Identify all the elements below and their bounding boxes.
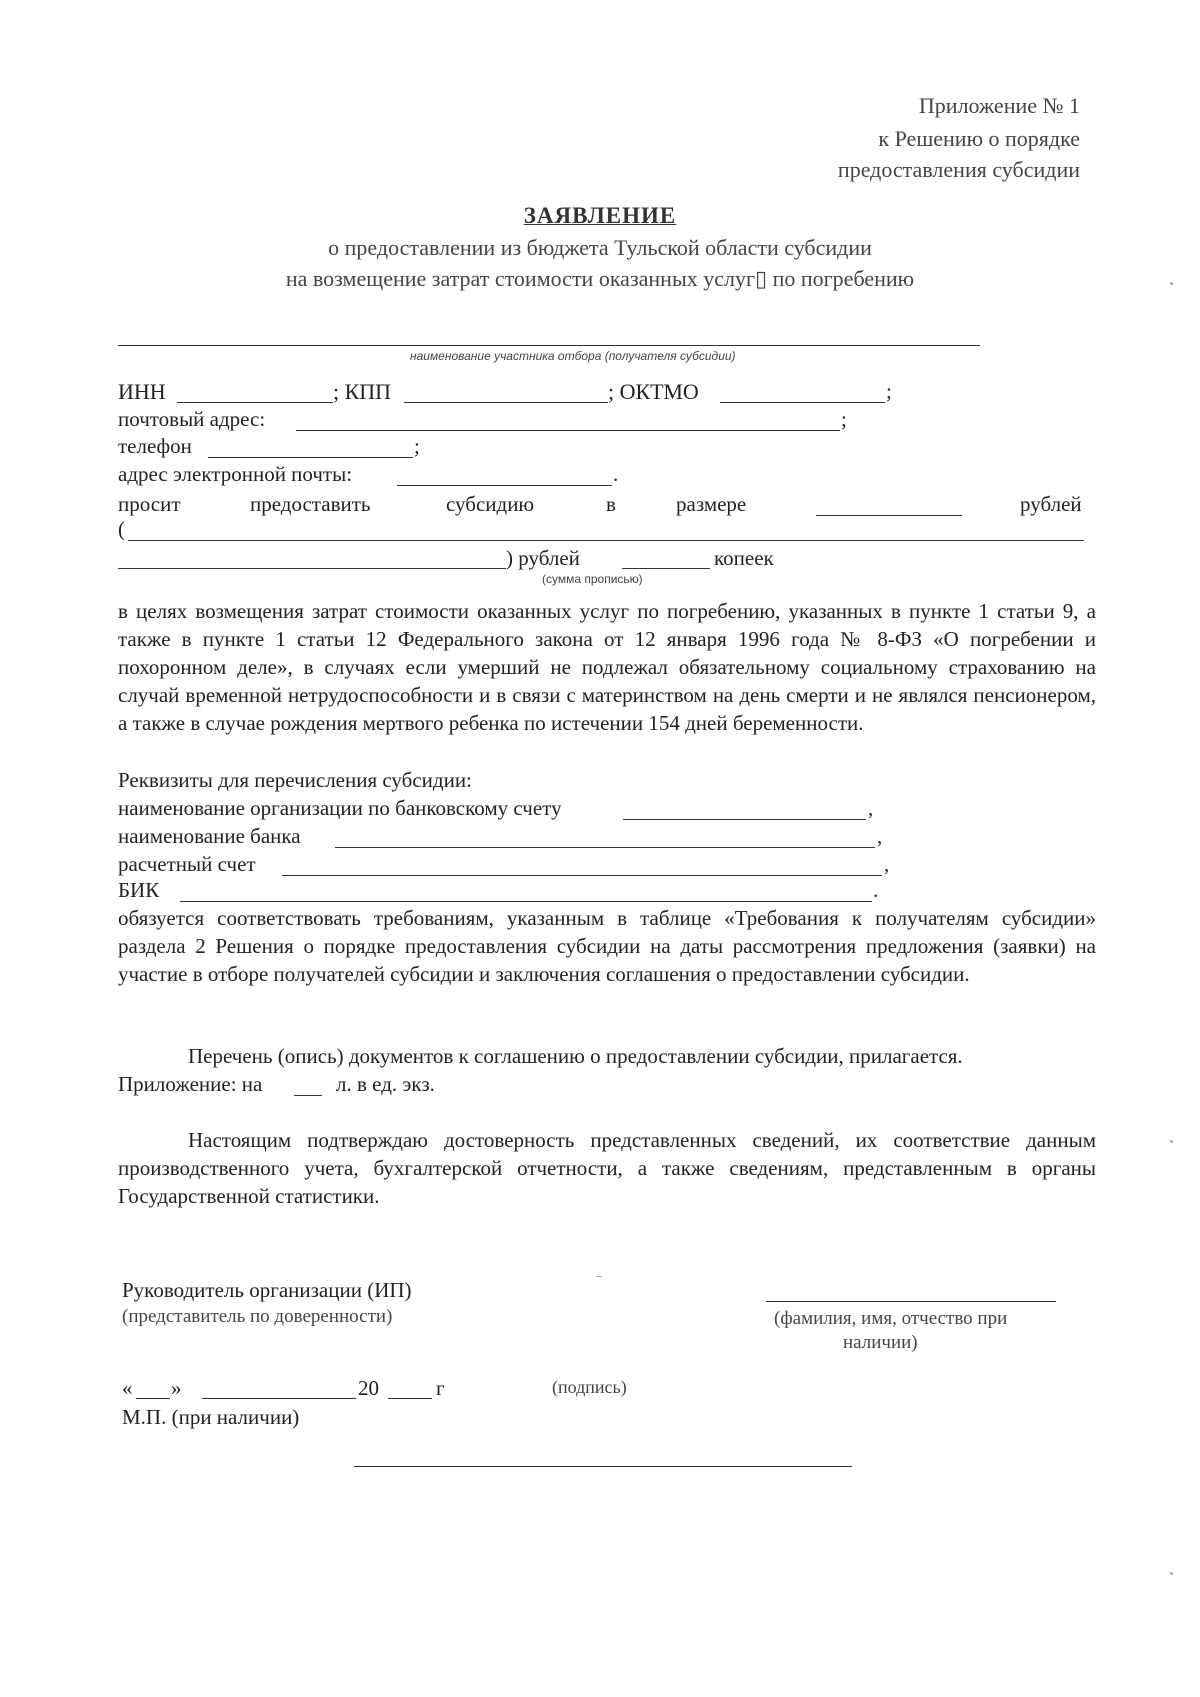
appendix-number: Приложение № 1 <box>918 93 1080 118</box>
oktmo-label: ; ОКТМО <box>608 379 699 404</box>
phone-field[interactable] <box>208 457 413 458</box>
kpp-label: ; КПП <box>333 379 392 404</box>
request-word-provide: предоставить <box>250 492 371 516</box>
request-word-asks: просит <box>118 492 181 516</box>
appendix-reference: к Решению о порядке <box>878 126 1080 151</box>
document-title: ЗАЯВЛЕНИЕ <box>523 203 677 228</box>
date-day-field[interactable] <box>136 1398 170 1399</box>
purpose-paragraph <box>118 597 1096 737</box>
bottom-signature-line[interactable] <box>354 1466 852 1467</box>
postal-address-field[interactable] <box>296 430 840 431</box>
account-number-comma: , <box>884 852 890 876</box>
amount-words-field-2[interactable] <box>118 568 506 569</box>
kopecks-label: копеек <box>714 546 774 570</box>
kpp-field[interactable] <box>404 402 608 403</box>
signature-caption: (подпись) <box>552 1377 627 1397</box>
appendix-subject: предоставления субсидии <box>837 157 1080 182</box>
date-year-field[interactable] <box>388 1398 432 1399</box>
inn-label: ИНН <box>118 379 166 404</box>
purpose-text: в целях возмещения затрат стоимости оказанных услуг по погребению, указанных в пункте 1 статьи 9, а также в пункте 1 статьи 12 Федерального закона от 12 января 1996 года № 8-ФЗ «О погребении и похоронном деле», в случаях если умерший не подлежал обязательному социальному страхованию на случай временной нетрудоспособности и в связи с материнством на день смерти и не являлся пенсионером, а также в случае рождения мертвого ребенка по истечении 154 дней беременности. <box>118 599 1096 735</box>
full-name-caption-1: (фамилия, имя, отчество при <box>774 1308 1008 1329</box>
request-word-amount: размере <box>676 492 747 516</box>
oktmo-semicolon: ; <box>886 379 892 403</box>
date-month-field[interactable] <box>202 1398 356 1399</box>
bank-name-label: наименование банка <box>118 824 301 848</box>
amount-digits-field[interactable] <box>816 515 962 516</box>
appendix-prefix: Приложение: на <box>118 1072 263 1096</box>
date-open-quote: « <box>122 1376 133 1400</box>
attachments-list-text: Перечень (опись) документов к соглашению о предоставлении субсидии, прилагается. <box>188 1044 963 1068</box>
document-subtitle-1: о предоставлении из бюджета Тульской области субсидии <box>328 235 872 260</box>
account-number-field[interactable] <box>282 875 882 876</box>
phone-label: телефон <box>118 434 192 458</box>
bik-period: . <box>873 878 879 902</box>
postal-address-semicolon: ; <box>841 407 847 431</box>
bank-name-field[interactable] <box>335 847 875 848</box>
appendix-suffix: л. в ед. экз. <box>336 1072 435 1096</box>
org-account-field[interactable] <box>623 819 866 820</box>
stamp-label: М.П. (при наличии) <box>122 1405 300 1429</box>
scan-speck <box>1170 1140 1173 1143</box>
bik-label: БИК <box>118 878 160 902</box>
amount-rubles-label: рублей <box>1020 492 1082 516</box>
full-name-field[interactable] <box>766 1301 1056 1302</box>
org-account-comma: , <box>868 796 874 820</box>
email-label: адрес электронной почты: <box>118 462 353 486</box>
postal-address-label: почтовый адрес: <box>118 407 266 431</box>
scan-speck <box>1170 1572 1173 1575</box>
account-number-label: расчетный счет <box>118 852 256 876</box>
request-word-subsidy: субсидию <box>446 492 535 516</box>
email-period: . <box>613 462 619 486</box>
document-subtitle-2: на возмещение затрат стоимости оказанных услуг▯ по погребению <box>285 266 915 291</box>
appendix-pages-field[interactable] <box>294 1095 322 1096</box>
obligation-paragraph <box>118 904 1096 988</box>
amount-words-caption: (сумма прописью) <box>542 572 643 586</box>
date-year-prefix: 20 <box>358 1376 379 1400</box>
scan-speck <box>1170 282 1173 285</box>
bik-field[interactable] <box>180 901 872 902</box>
oktmo-field[interactable] <box>720 402 885 403</box>
phone-semicolon: ; <box>414 434 420 458</box>
date-year-suffix: г <box>436 1376 445 1400</box>
kopecks-field[interactable] <box>622 568 710 569</box>
confirmation-paragraph <box>118 1126 1096 1210</box>
request-word-in: в <box>606 492 616 516</box>
applicant-name-caption: наименование участника отбора (получателя субсидии) <box>410 349 736 363</box>
requisites-heading: Реквизиты для перечисления субсидии: <box>118 768 472 792</box>
date-close-quote: » <box>171 1376 182 1400</box>
head-of-organization-label: Руководитель организации (ИП) <box>122 1278 412 1302</box>
amount-words-rubles: ) рублей <box>506 546 580 570</box>
full-name-caption-2: наличии) <box>843 1332 918 1353</box>
representative-label: (представитель по доверенности) <box>122 1306 393 1327</box>
applicant-name-field[interactable] <box>118 345 980 346</box>
amount-words-field-1[interactable] <box>128 540 1084 541</box>
obligation-text: обязуется соответствовать требованиям, указанным в таблице «Требования к получателям субсидии» раздела 2 Решения о порядке предоставления субсидии на даты рассмотрения предложения (заявки) на участие в отборе получателей субсидии и заключения соглашения о предоставлении субсидии. <box>118 906 1096 986</box>
confirmation-text: Настоящим подтверждаю достоверность представленных сведений, их соответствие данным производственного учета, бухгалтерской отчетности, а также сведениям, представленным в органы Государственной статистики. <box>118 1128 1096 1208</box>
inn-field[interactable] <box>177 402 333 403</box>
amount-words-open-paren: ( <box>118 517 125 541</box>
org-account-label: наименование организации по банковскому счету <box>118 796 562 820</box>
email-field[interactable] <box>397 485 612 486</box>
bank-name-comma: , <box>877 824 883 848</box>
scan-speck <box>596 1276 602 1277</box>
